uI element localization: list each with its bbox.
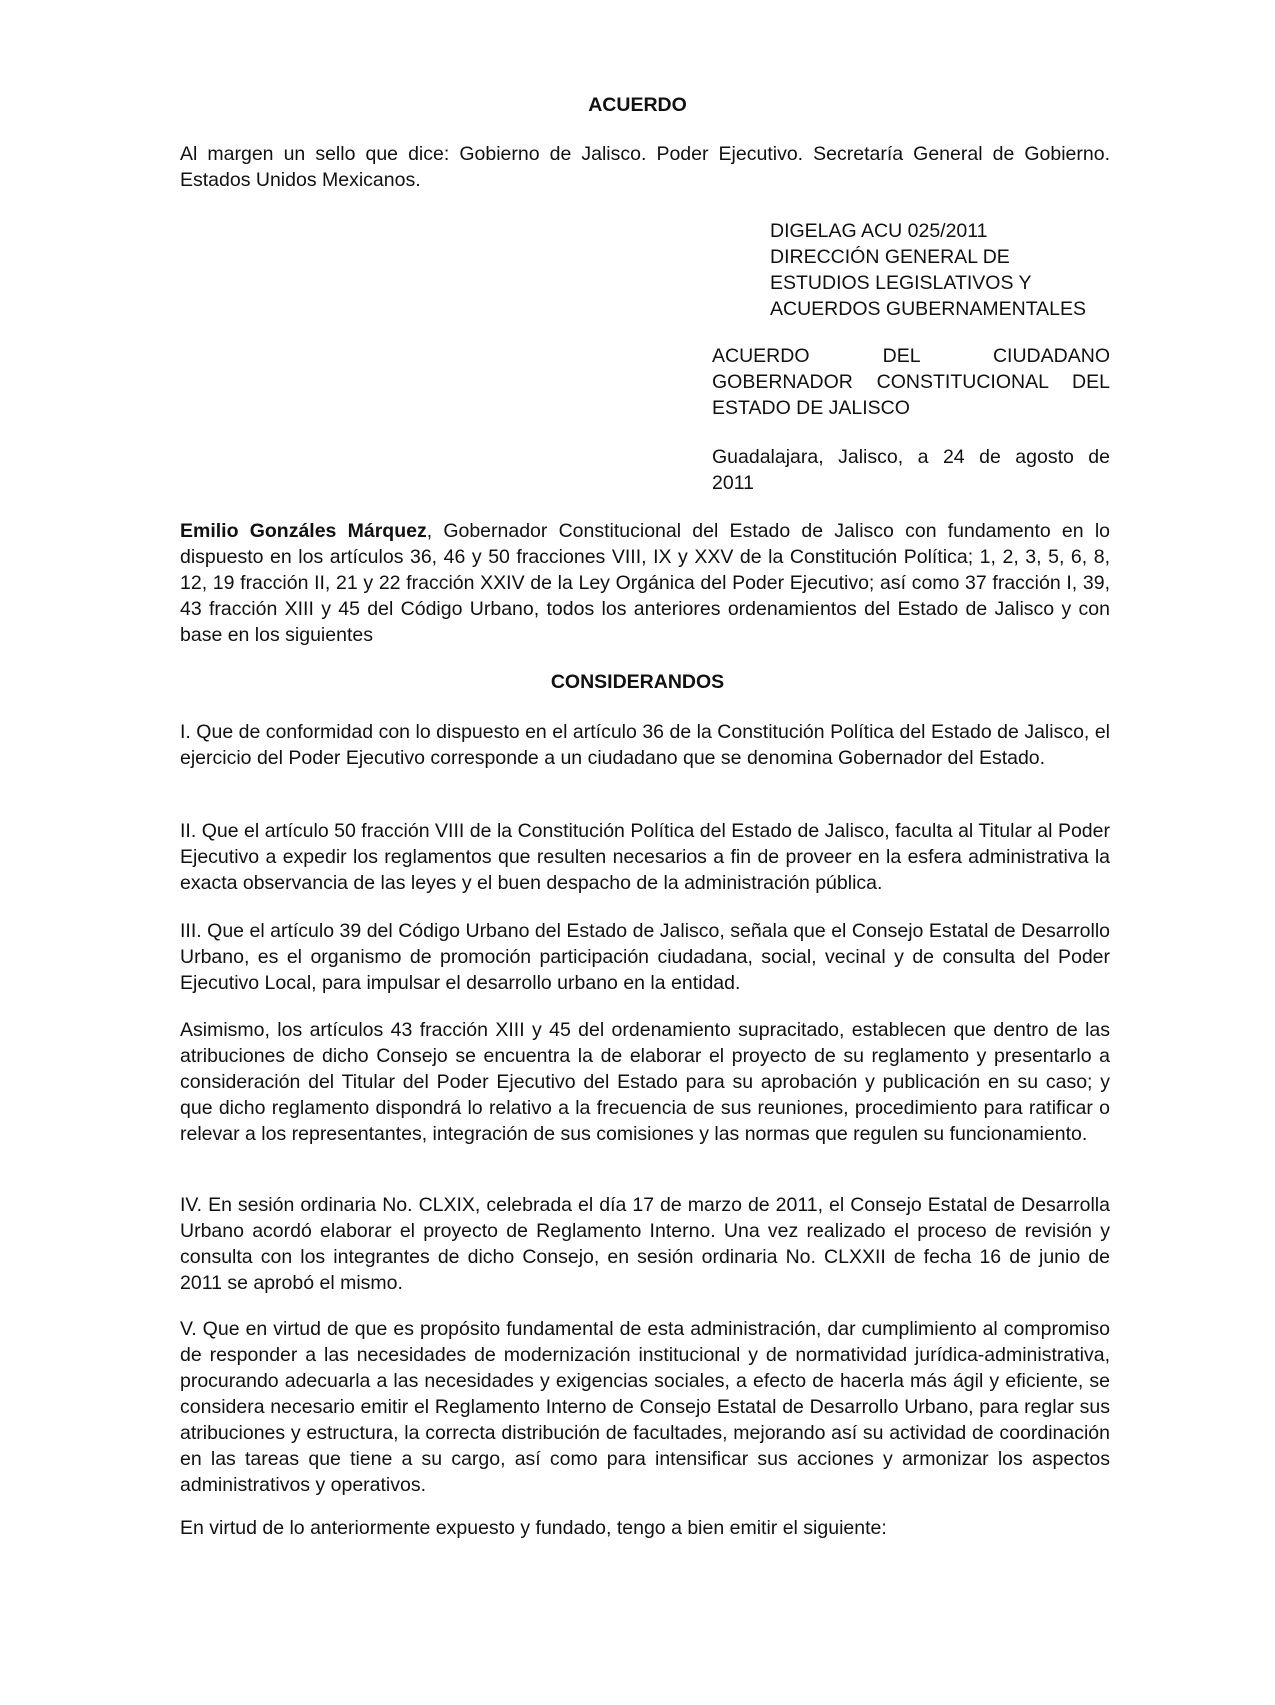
- agreement-heading-block: [712, 343, 1110, 421]
- considerando-3: III. Que el artículo 39 del Código Urbano del Estado de Jalisco, señala que el Consejo Estatal de Desarrollo Urbano, es el organismo de promoción participación ciudadana, social, vecinal y de consulta del Poder Ejecutivo Local, para impulsar el desarrollo urbano en la entidad.: [180, 920, 1110, 994]
- considerando-3-continued: Asimismo, los artículos 43 fracción XIII y 45 del ordenamiento supracitado, establecen que dentro de las atribuciones de dicho Consejo se encuentra la de elaborar el proyecto de su reglamento y presentarlo a consideración del Titular del Poder Ejecutivo del Estado para su aprobación y publicación en su caso; y que dicho reglamento dispondrá lo relativo a la frecuencia de sus reuniones, procedimiento para ratificar o relevar a los representantes, integración de sus comisiones y las normas que regulen su funcionamiento.: [180, 1019, 1110, 1145]
- considerando-2: II. Que el artículo 50 fracción VIII de la Constitución Política del Estado de Jalisco, faculta al Titular al Poder Ejecutivo a expedir los reglamentos que resulten necesarios a fin de proveer en la esfera administrativa la exacta observancia de las leyes y el buen despacho de la administración pública.: [180, 820, 1110, 894]
- agreement-heading-line: ESTADO DE JALISCO: [712, 397, 910, 419]
- reference-block: [770, 218, 1110, 322]
- considerandos-title: CONSIDERANDOS: [550, 671, 725, 693]
- agreement-heading-line: ACUERDO DEL CIUDADANO: [712, 345, 1110, 367]
- reference-line: ACUERDOS GUBERNAMENTALES: [770, 298, 1087, 320]
- considerando-1: I. Que de conformidad con lo dispuesto en el artículo 36 de la Constitución Política del Estado de Jalisco, el ejercicio del Poder Ejecutivo corresponde a un ciudadano que se denomina Gobernador del Estado.: [180, 721, 1110, 769]
- closing-paragraph: En virtud de lo anteriormente expuesto y fundado, tengo a bien emitir el siguiente:: [180, 1517, 887, 1539]
- intro-paragraph: Al margen un sello que dice: Gobierno de Jalisco. Poder Ejecutivo. Secretaría General de Gobierno. Estados Unidos Mexicanos.: [180, 143, 1110, 191]
- preamble-paragraph: [180, 518, 1110, 648]
- reference-line: ESTUDIOS LEGISLATIVOS Y: [770, 272, 1032, 294]
- agreement-heading-line: GOBERNADOR CONSTITUCIONAL DEL: [712, 371, 1110, 393]
- place-date-block: [712, 444, 1110, 496]
- place-date-line: Guadalajara, Jalisco, a 24 de agosto de: [712, 446, 1110, 468]
- considerando-5: V. Que en virtud de que es propósito fundamental de esta administración, dar cumplimiento al compromiso de responder a las necesidades de modernización institucional y de normatividad jurídica-administrativa, procurando adecuarla a las necesidades y exigencias sociales, a efecto de hacerla más ágil y eficiente, se considera necesario emitir el Reglamento Interno de Consejo Estatal de Desarrollo Urbano, para reglar sus atribuciones y estructura, la correcta distribución de facultades, mejorando así su actividad de coordinación en las tareas que tiene a su cargo, así como para intensificar sus acciones y armonizar los aspectos administrativos y operativos.: [180, 1318, 1110, 1496]
- reference-code: DIGELAG ACU 025/2011: [770, 220, 988, 242]
- considerando-4: IV. En sesión ordinaria No. CLXIX, celebrada el día 17 de marzo de 2011, el Consejo Estatal de Desarrolla Urbano acordó elaborar el proyecto de Reglamento Interno. Una vez realizado el proceso de revisión y consulta con los integrantes de dicho Consejo, en sesión ordinaria No. CLXXII de fecha 16 de junio de 2011 se aprobó el mismo.: [180, 1194, 1110, 1294]
- governor-name: Emilio Gonzáles Márquez: [180, 520, 427, 542]
- preamble-text: , Gobernador Constitucional del Estado de Jalisco con fundamento en lo dispuesto en los artículos 36, 46 y 50 fracciones VIII, IX y XXV de la Constitución Política; 1, 2, 3, 5, 6, 8, 12, 19 fracción II, 21 y 22 fracción XXIV de la Ley Orgánica del Poder Ejecutivo; así como 37 fracción I, 39, 43 fracción XIII y 45 del Código Urbano, todos los anteriores ordenamientos del Estado de Jalisco y con base en los siguientes: [180, 520, 1110, 646]
- document-title: ACUERDO: [588, 94, 687, 116]
- reference-line: DIRECCIÓN GENERAL DE: [770, 246, 1010, 268]
- place-date-year: 2011: [712, 472, 754, 494]
